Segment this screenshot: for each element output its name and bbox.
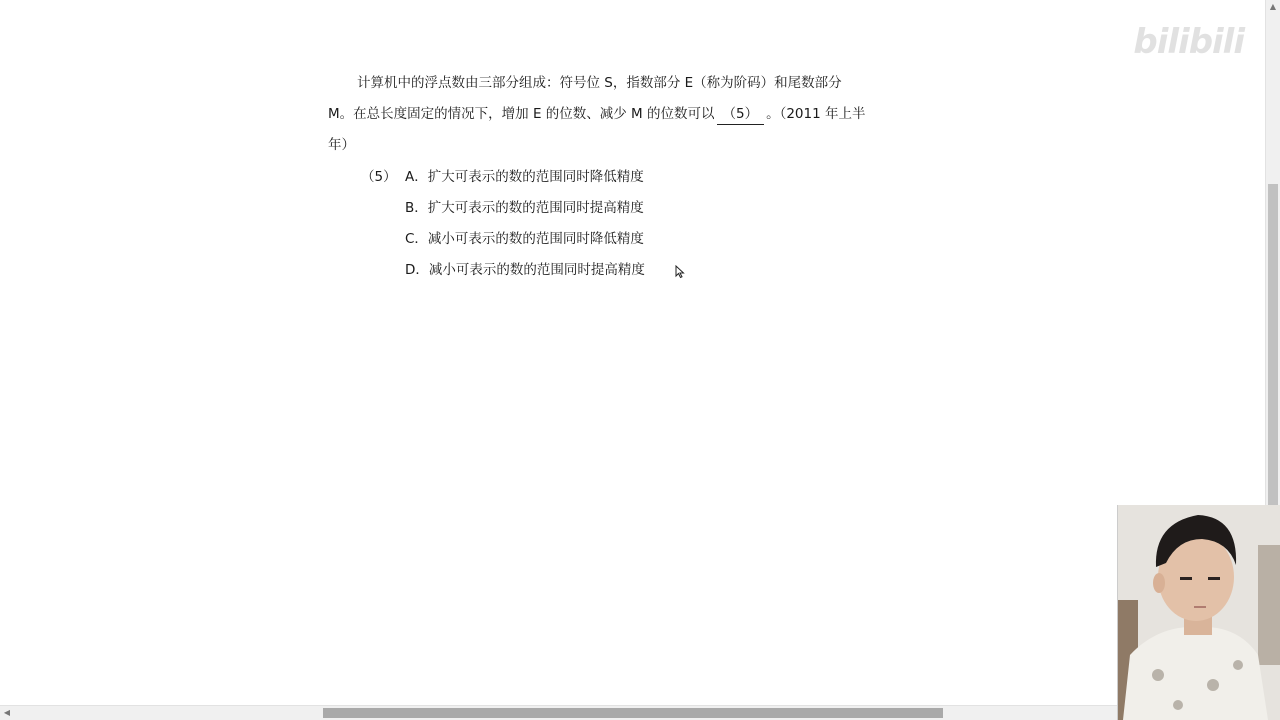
presenter-video-icon bbox=[1118, 505, 1280, 720]
scroll-left-arrow-icon[interactable]: ◀ bbox=[3, 708, 11, 717]
option-d: D．减小可表示的数的范围同时提高精度 bbox=[405, 262, 645, 278]
option-b: B．扩大可表示的数的范围同时提高精度 bbox=[405, 200, 644, 216]
answer-blank: （5） bbox=[717, 104, 765, 125]
question-text-line-3: 年） bbox=[328, 137, 355, 153]
question-number: （5） bbox=[361, 169, 397, 185]
question-text-line-2 bbox=[328, 104, 866, 125]
webcam-overlay bbox=[1117, 505, 1280, 720]
horizontal-scrollbar[interactable] bbox=[0, 705, 1280, 720]
option-row-a bbox=[361, 167, 644, 187]
scroll-up-arrow-icon[interactable]: ▲ bbox=[1269, 2, 1277, 11]
bilibili-watermark: bilibili bbox=[1133, 22, 1244, 62]
question-text-line-1: 计算机中的浮点数由三部分组成：符号位 S，指数部分 E（称为阶码）和尾数部分 bbox=[357, 75, 842, 91]
horizontal-scroll-thumb[interactable] bbox=[323, 708, 943, 718]
question-text-line-2-end: 。（2011 年上半 bbox=[766, 106, 866, 122]
option-c: C．减小可表示的数的范围同时降低精度 bbox=[405, 231, 644, 247]
option-a: A．扩大可表示的数的范围同时降低精度 bbox=[405, 169, 644, 185]
question-text-line-2-start: M。在总长度固定的情况下，增加 E 的位数、减少 M 的位数可以 bbox=[328, 106, 715, 122]
